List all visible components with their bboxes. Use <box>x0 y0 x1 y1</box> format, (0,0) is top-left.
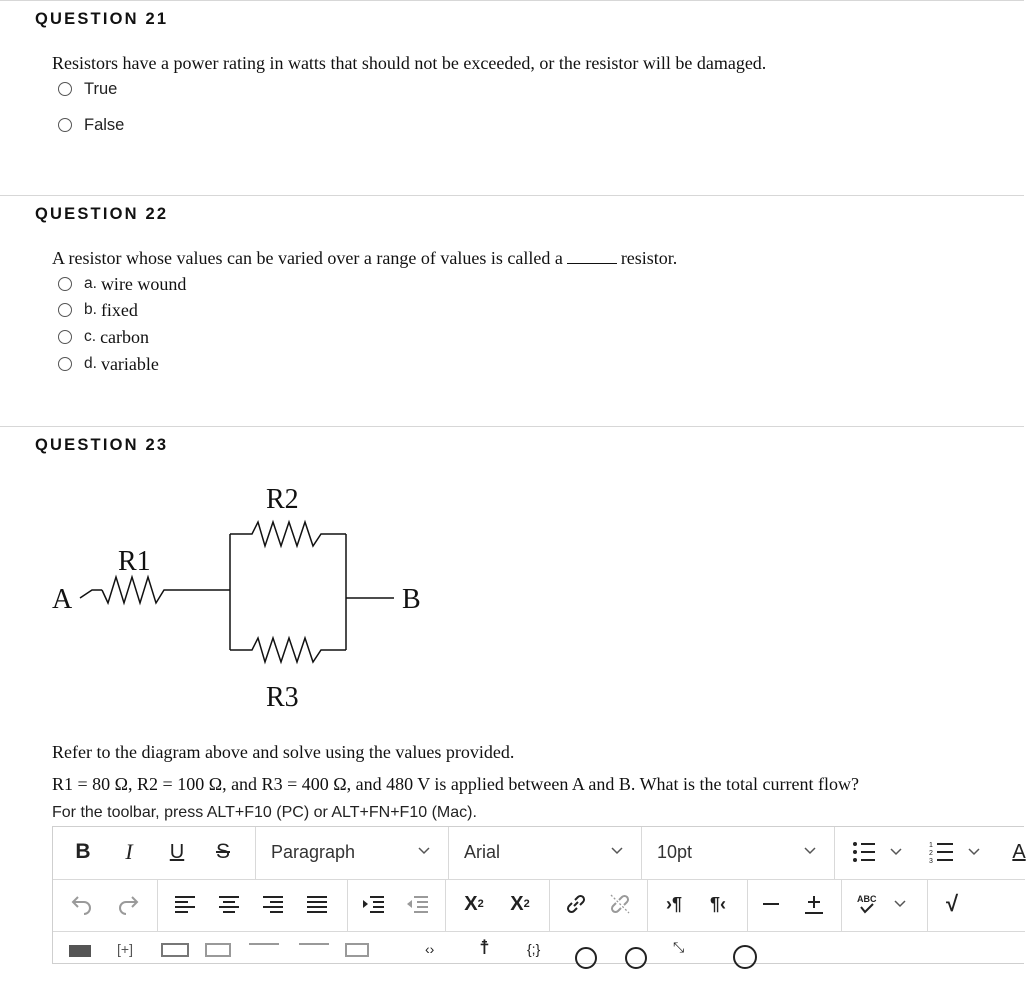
svg-text:2: 2 <box>929 850 933 857</box>
paragraph-value: Paragraph <box>271 841 356 862</box>
table-icon[interactable] <box>161 943 189 957</box>
chevron-down-icon <box>803 844 817 858</box>
toolbar-row-3 <box>53 931 1025 983</box>
bullet-list-icon <box>851 840 907 864</box>
emoji-icon[interactable] <box>575 947 597 969</box>
justify-icon <box>306 894 328 914</box>
align-center-button[interactable] <box>215 887 243 921</box>
option-c-letter: c. <box>84 328 97 345</box>
align-right-button[interactable] <box>259 887 287 921</box>
rich-text-editor <box>52 826 1024 964</box>
label-a: A <box>52 584 73 615</box>
radio-a[interactable] <box>58 277 72 291</box>
plus-box-icon <box>803 893 825 915</box>
question-22-text-before: A resistor whose values can be varied over a range of values is called a <box>52 248 563 268</box>
table-row-icon[interactable] <box>249 943 279 959</box>
undo-icon <box>69 893 95 915</box>
chevron-down-icon <box>417 844 431 858</box>
option-c-label: carbon <box>100 326 150 347</box>
option-a-letter: a. <box>84 275 97 292</box>
radio-true[interactable] <box>58 82 72 96</box>
radio-c[interactable] <box>58 330 72 344</box>
ltr-button[interactable]: ›¶ <box>665 893 682 914</box>
svg-text:3: 3 <box>929 858 933 865</box>
question-21 <box>0 0 1024 196</box>
label-b: B <box>402 584 421 615</box>
table-col-icon[interactable] <box>299 943 329 959</box>
font-value: Arial <box>464 841 501 862</box>
question-22-text <box>52 248 677 269</box>
horizontal-line-icon <box>762 894 780 914</box>
resistor-r2 <box>230 522 346 546</box>
spellcheck-button[interactable] <box>851 887 915 921</box>
question-23-title: QUESTION 23 <box>35 436 169 454</box>
indent-icon <box>361 894 385 914</box>
superscript-button[interactable]: X 2 <box>464 892 484 915</box>
label-r3: R3 <box>266 682 299 713</box>
svg-text:1: 1 <box>929 842 933 849</box>
question-22-text-after: resistor. <box>620 248 678 268</box>
text-color-button[interactable]: A <box>1012 840 1026 863</box>
answer-blank <box>567 249 617 264</box>
resistor-r3 <box>230 638 346 662</box>
numbered-list-icon <box>929 840 985 864</box>
question-22-title: QUESTION 22 <box>35 205 169 223</box>
subscript-button[interactable]: X 2 <box>510 892 530 915</box>
numbered-list-button[interactable] <box>927 835 987 869</box>
toolbar-help-text: For the toolbar, press ALT+F10 (PC) or ALT+FN+F10 (Mac). <box>52 804 477 821</box>
option-c[interactable] <box>58 326 149 348</box>
radio-d[interactable] <box>58 357 72 371</box>
option-true[interactable] <box>58 78 117 100</box>
insert-link-button[interactable] <box>559 887 593 921</box>
horizontal-line-button[interactable] <box>757 887 785 921</box>
option-d[interactable] <box>58 353 159 375</box>
fullscreen-icon[interactable]: ⤡ <box>673 939 685 955</box>
strikethrough-button[interactable]: S <box>215 840 230 863</box>
option-b-label: fixed <box>100 299 138 320</box>
table-cell-icon[interactable] <box>345 943 369 957</box>
remove-link-button[interactable] <box>603 887 637 921</box>
italic-button[interactable]: I <box>125 839 133 864</box>
embed-icon[interactable] <box>205 943 231 957</box>
radio-false[interactable] <box>58 118 72 132</box>
option-a[interactable] <box>58 273 186 295</box>
resistor-r1 <box>102 577 176 603</box>
option-d-label: variable <box>100 353 159 374</box>
image-icon[interactable] <box>69 945 91 957</box>
align-right-icon <box>262 894 284 914</box>
radio-b[interactable] <box>58 303 72 317</box>
align-center-icon <box>218 894 240 914</box>
align-left-button[interactable] <box>171 887 199 921</box>
align-left-icon <box>174 894 196 914</box>
undo-button[interactable] <box>67 887 97 921</box>
help-icon[interactable] <box>625 947 647 969</box>
option-false-label: False <box>84 115 125 134</box>
toolbar-row-2 <box>53 879 1025 932</box>
option-b-letter: b. <box>84 301 97 318</box>
redo-button[interactable] <box>113 887 143 921</box>
question-22 <box>0 195 1024 427</box>
math-button[interactable]: √ <box>945 891 959 916</box>
underline-button[interactable]: U <box>169 840 185 863</box>
redo-icon <box>115 893 141 915</box>
option-b[interactable] <box>58 299 138 321</box>
add-content-icon[interactable] <box>733 945 757 969</box>
question-21-title: QUESTION 21 <box>35 10 169 28</box>
code-icon[interactable]: ‹› <box>425 941 435 957</box>
media-icon[interactable]: [+] <box>117 941 133 957</box>
option-true-label: True <box>84 79 118 98</box>
insert-button[interactable] <box>799 887 829 921</box>
chevron-down-icon <box>610 844 624 858</box>
bold-button[interactable]: B <box>75 840 91 863</box>
font-size-dropdown[interactable] <box>657 835 817 869</box>
option-a-label: wire wound <box>100 273 187 294</box>
justify-button[interactable] <box>303 887 331 921</box>
option-d-letter: d. <box>84 355 97 372</box>
question-23-line1: Refer to the diagram above and solve using the values provided. <box>52 742 515 762</box>
accessibility-icon[interactable]: ☨ <box>479 937 490 959</box>
question-21-text: Resistors have a power rating in watts that should not be exceeded, or the resistor will be damaged. <box>52 53 767 73</box>
font-dropdown[interactable] <box>464 835 624 869</box>
bullet-list-button[interactable] <box>849 835 909 869</box>
outdent-icon <box>405 894 429 914</box>
label-r1: R1 <box>118 546 151 577</box>
question-23-line2: R1 = 80 Ω, R2 = 100 Ω, and R3 = 400 Ω, and 480 V is applied between A and B. What is the total current flow? <box>52 774 859 794</box>
font-size-value: 10pt <box>657 841 693 862</box>
wire-a <box>80 590 102 598</box>
option-false[interactable] <box>58 114 124 136</box>
circuit-diagram <box>0 470 460 720</box>
toolbar-row-1 <box>53 827 1025 880</box>
paragraph-dropdown[interactable] <box>271 835 431 869</box>
link-icon <box>564 892 588 916</box>
unlink-icon <box>608 892 632 916</box>
rtl-button[interactable]: ¶‹ <box>709 893 726 914</box>
svg-text:ABC: ABC <box>857 894 877 904</box>
outdent-button[interactable] <box>403 887 431 921</box>
indent-button[interactable] <box>359 887 387 921</box>
label-r2: R2 <box>266 484 299 515</box>
spellcheck-icon <box>853 892 913 916</box>
formula-icon[interactable]: {;} <box>527 941 541 957</box>
